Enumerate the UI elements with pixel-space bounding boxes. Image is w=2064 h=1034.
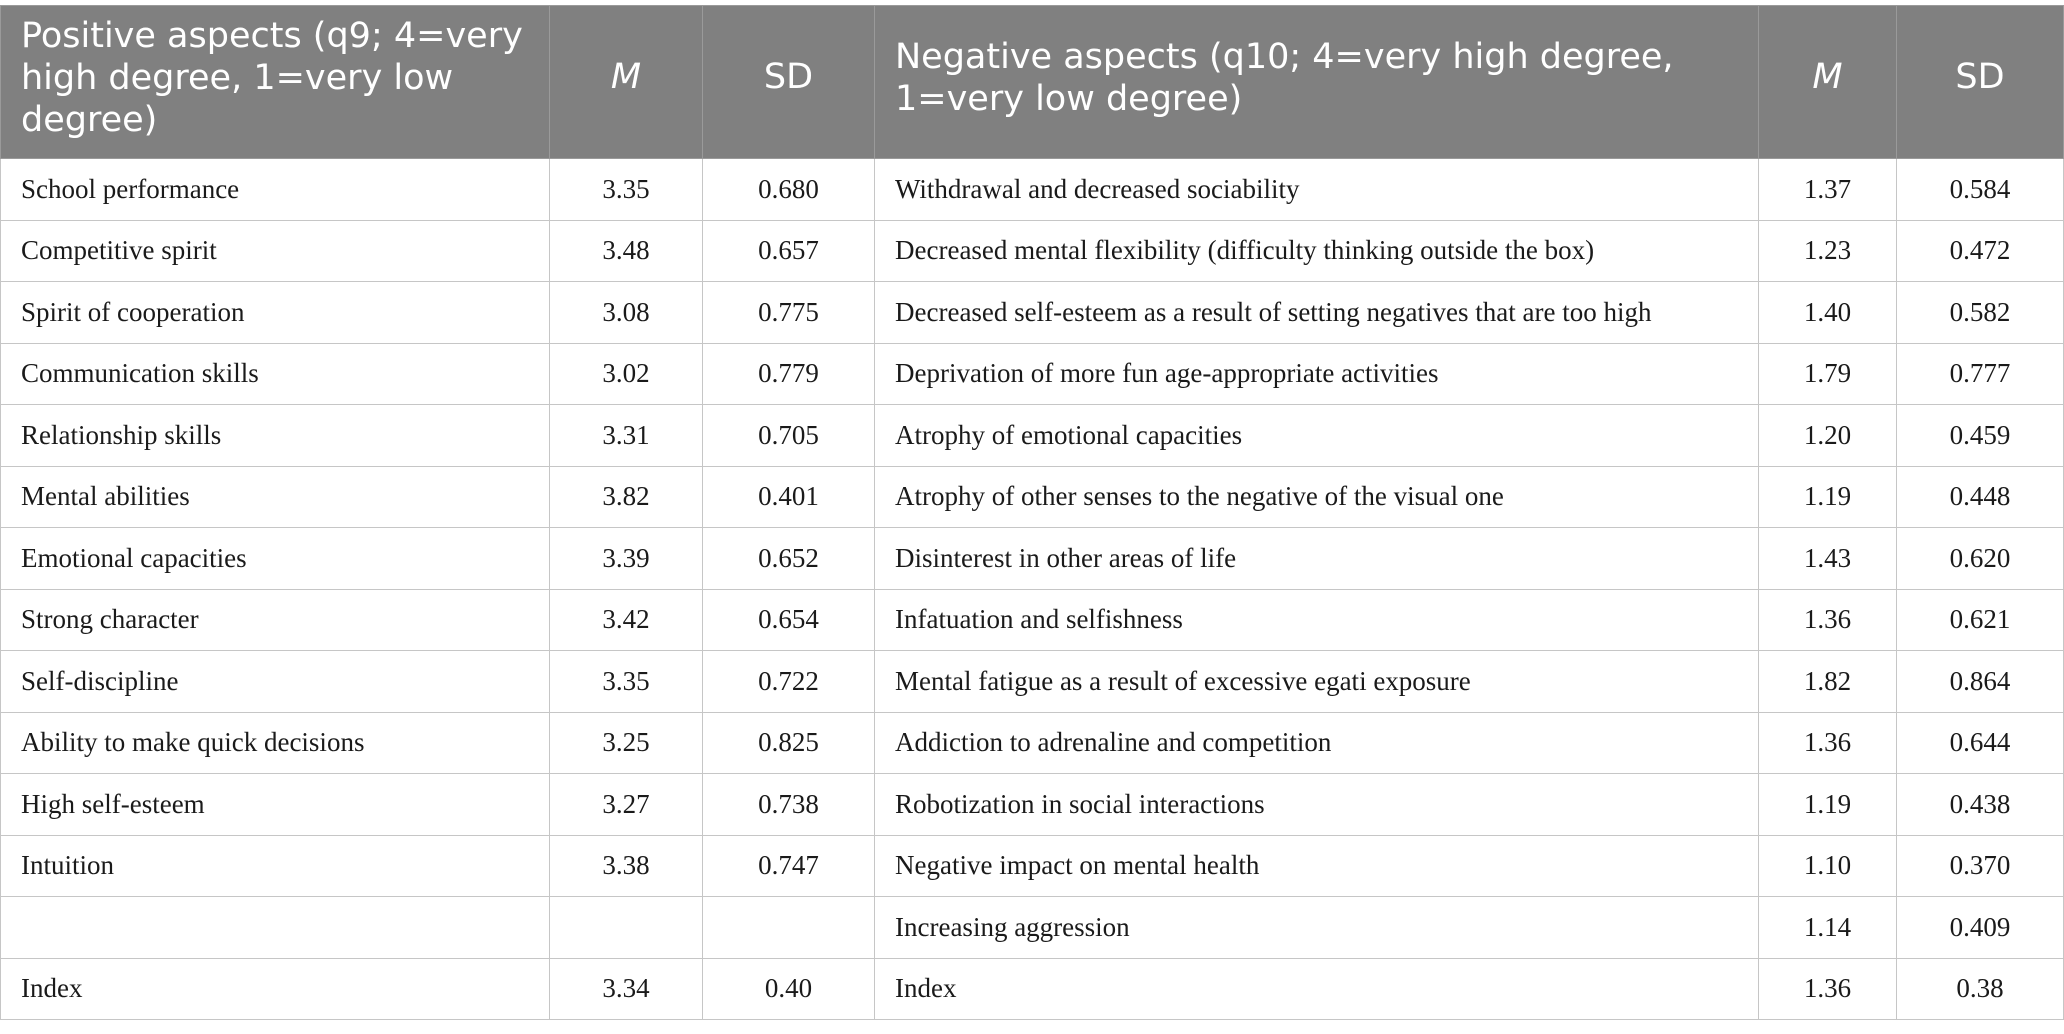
positive-mean-cell: 3.82 (550, 466, 703, 528)
positive-mean-header: M (550, 6, 703, 159)
positive-sd-header: SD (703, 6, 875, 159)
positive-mean-cell: 3.27 (550, 774, 703, 836)
positive-mean-cell: 3.48 (550, 220, 703, 282)
table-row (1, 343, 2064, 405)
positive-mean-cell: 3.39 (550, 528, 703, 590)
table-row (1, 466, 2064, 528)
table-row (1, 712, 2064, 774)
table-body (1, 159, 2064, 1020)
negative-aspect-cell: Index (875, 958, 1759, 1020)
positive-aspect-cell: Intuition (1, 835, 550, 897)
negative-mean-cell: 1.10 (1759, 835, 1897, 897)
negative-aspect-cell: Disinterest in other areas of life (875, 528, 1759, 590)
negative-mean-cell: 1.79 (1759, 343, 1897, 405)
negative-mean-cell: 1.19 (1759, 466, 1897, 528)
negative-sd-cell: 0.448 (1897, 466, 2064, 528)
negative-aspects-header: Negative aspects (q10; 4=very high degree, 1=very low degree) (875, 6, 1759, 159)
positive-aspect-cell (1, 897, 550, 959)
positive-aspects-header: Positive aspects (q9; 4=very high degree, 1=very low degree) (1, 6, 550, 159)
table-header-row (1, 6, 2064, 159)
positive-aspect-cell: Emotional capacities (1, 528, 550, 590)
table-row (1, 159, 2064, 221)
index-row (1, 958, 2064, 1020)
negative-sd-cell: 0.472 (1897, 220, 2064, 282)
negative-sd-cell: 0.370 (1897, 835, 2064, 897)
table-row (1, 897, 2064, 959)
negative-aspect-cell: Robotization in social interactions (875, 774, 1759, 836)
negative-aspect-cell: Mental fatigue as a result of excessive egati exposure (875, 651, 1759, 713)
aspects-table (0, 5, 2064, 1020)
negative-mean-cell: 1.36 (1759, 712, 1897, 774)
table-row (1, 651, 2064, 713)
negative-aspect-cell: Atrophy of other senses to the negative of the visual one (875, 466, 1759, 528)
negative-aspect-cell: Atrophy of emotional capacities (875, 405, 1759, 467)
negative-sd-header: SD (1897, 6, 2064, 159)
negative-aspect-cell: Addiction to adrenaline and competition (875, 712, 1759, 774)
negative-aspect-cell: Decreased mental flexibility (difficulty thinking outside the box) (875, 220, 1759, 282)
table-row (1, 282, 2064, 344)
negative-mean-cell: 1.43 (1759, 528, 1897, 590)
positive-sd-cell: 0.738 (703, 774, 875, 836)
positive-sd-cell (703, 897, 875, 959)
positive-sd-cell: 0.657 (703, 220, 875, 282)
negative-mean-cell: 1.36 (1759, 589, 1897, 651)
positive-mean-cell: 3.38 (550, 835, 703, 897)
negative-sd-cell: 0.409 (1897, 897, 2064, 959)
positive-sd-cell: 0.654 (703, 589, 875, 651)
negative-aspect-cell: Negative impact on mental health (875, 835, 1759, 897)
table-row (1, 589, 2064, 651)
positive-mean-cell: 3.02 (550, 343, 703, 405)
table-row (1, 835, 2064, 897)
negative-sd-cell: 0.864 (1897, 651, 2064, 713)
table-row (1, 405, 2064, 467)
negative-sd-cell: 0.777 (1897, 343, 2064, 405)
positive-mean-cell: 3.31 (550, 405, 703, 467)
positive-sd-cell: 0.680 (703, 159, 875, 221)
negative-aspect-cell: Deprivation of more fun age-appropriate activities (875, 343, 1759, 405)
positive-aspect-cell: Strong character (1, 589, 550, 651)
negative-mean-header: M (1759, 6, 1897, 159)
negative-mean-cell: 1.37 (1759, 159, 1897, 221)
positive-mean-cell: 3.25 (550, 712, 703, 774)
positive-aspect-cell: School performance (1, 159, 550, 221)
table-row (1, 774, 2064, 836)
negative-sd-cell: 0.621 (1897, 589, 2064, 651)
positive-aspect-cell: Communication skills (1, 343, 550, 405)
positive-sd-cell: 0.747 (703, 835, 875, 897)
negative-sd-cell: 0.620 (1897, 528, 2064, 590)
positive-sd-cell: 0.825 (703, 712, 875, 774)
positive-mean-cell: 3.34 (550, 958, 703, 1020)
positive-sd-cell: 0.401 (703, 466, 875, 528)
negative-sd-cell: 0.38 (1897, 958, 2064, 1020)
negative-mean-cell: 1.23 (1759, 220, 1897, 282)
positive-mean-cell: 3.35 (550, 651, 703, 713)
negative-sd-cell: 0.644 (1897, 712, 2064, 774)
positive-sd-cell: 0.40 (703, 958, 875, 1020)
positive-aspect-cell: Self-discipline (1, 651, 550, 713)
table-row (1, 220, 2064, 282)
negative-mean-cell: 1.20 (1759, 405, 1897, 467)
positive-sd-cell: 0.652 (703, 528, 875, 590)
negative-aspect-cell: Increasing aggression (875, 897, 1759, 959)
positive-aspect-cell: Relationship skills (1, 405, 550, 467)
positive-aspect-cell: Spirit of cooperation (1, 282, 550, 344)
negative-aspect-cell: Infatuation and selfishness (875, 589, 1759, 651)
positive-mean-cell: 3.35 (550, 159, 703, 221)
table-row (1, 528, 2064, 590)
positive-aspect-cell: High self-esteem (1, 774, 550, 836)
negative-aspect-cell: Withdrawal and decreased sociability (875, 159, 1759, 221)
positive-aspect-cell: Competitive spirit (1, 220, 550, 282)
negative-mean-cell: 1.14 (1759, 897, 1897, 959)
negative-sd-cell: 0.584 (1897, 159, 2064, 221)
positive-sd-cell: 0.722 (703, 651, 875, 713)
negative-mean-cell: 1.19 (1759, 774, 1897, 836)
positive-aspect-cell: Ability to make quick decisions (1, 712, 550, 774)
positive-sd-cell: 0.779 (703, 343, 875, 405)
negative-aspect-cell: Decreased self-esteem as a result of setting negatives that are too high (875, 282, 1759, 344)
negative-sd-cell: 0.582 (1897, 282, 2064, 344)
positive-sd-cell: 0.705 (703, 405, 875, 467)
positive-aspect-cell: Mental abilities (1, 466, 550, 528)
negative-mean-cell: 1.82 (1759, 651, 1897, 713)
negative-sd-cell: 0.459 (1897, 405, 2064, 467)
negative-sd-cell: 0.438 (1897, 774, 2064, 836)
positive-aspect-cell: Index (1, 958, 550, 1020)
positive-mean-cell (550, 897, 703, 959)
negative-mean-cell: 1.40 (1759, 282, 1897, 344)
negative-mean-cell: 1.36 (1759, 958, 1897, 1020)
positive-mean-cell: 3.08 (550, 282, 703, 344)
positive-mean-cell: 3.42 (550, 589, 703, 651)
positive-sd-cell: 0.775 (703, 282, 875, 344)
